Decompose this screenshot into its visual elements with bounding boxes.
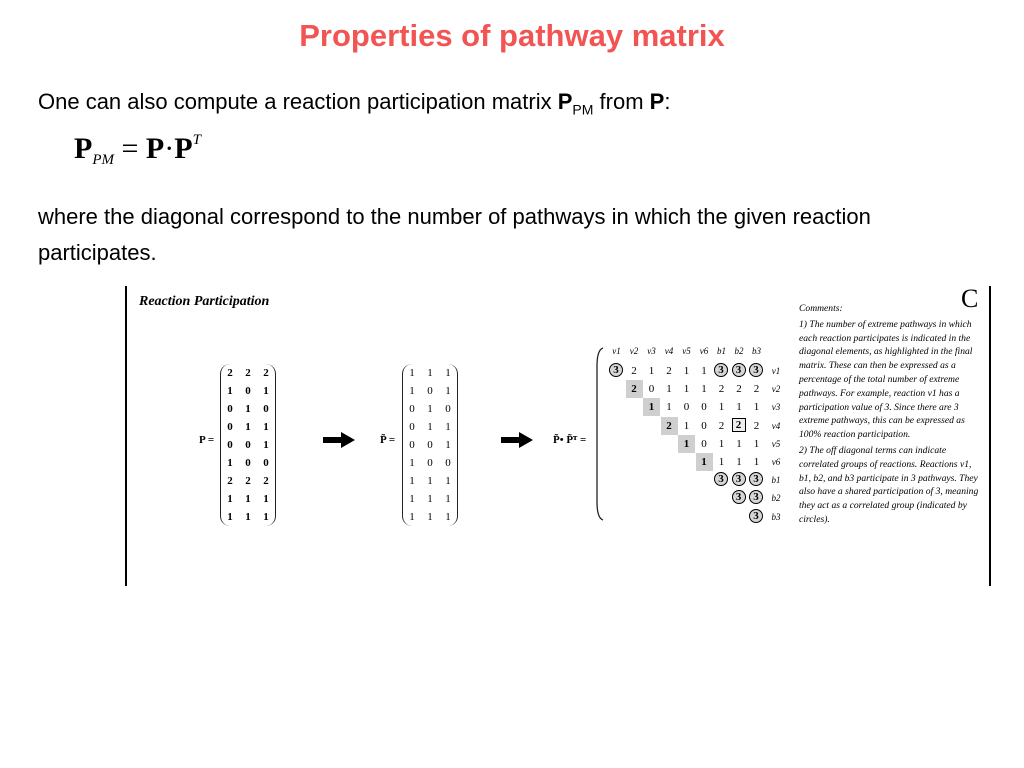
pm-matrix-cell: 3 bbox=[749, 490, 763, 504]
figure-left-rule bbox=[125, 286, 127, 586]
pm-column-header: v6 bbox=[699, 346, 709, 356]
matrix-row bbox=[403, 364, 457, 382]
intro-text-end: : bbox=[664, 89, 671, 114]
formula-rhs1: P bbox=[145, 132, 165, 165]
pm-row-header: b2 bbox=[771, 493, 781, 504]
pm-matrix-cell: 1 bbox=[718, 401, 725, 414]
matrix-cell: 1 bbox=[427, 403, 433, 415]
matrix-cell: 0 bbox=[427, 385, 433, 397]
formula-eq: = bbox=[114, 132, 146, 165]
matrix-cell: 0 bbox=[427, 439, 433, 451]
matrix-row bbox=[403, 382, 457, 400]
matrix-cell: 1 bbox=[263, 421, 269, 433]
matrix-cell: 1 bbox=[227, 493, 233, 505]
matrix-row bbox=[221, 400, 275, 418]
matrix-cell: 0 bbox=[263, 403, 269, 415]
pm-matrix-cell: 1 bbox=[643, 398, 660, 416]
matrix-row bbox=[221, 418, 275, 436]
matrix-cell: 1 bbox=[445, 439, 451, 451]
pm-matrix-cell: 3 bbox=[732, 490, 746, 504]
pm-matrix-cell: 2 bbox=[753, 419, 760, 432]
intro-line bbox=[38, 89, 670, 117]
pm-matrix-cell: 2 bbox=[718, 383, 725, 396]
matrix-cell: 1 bbox=[427, 493, 433, 505]
pm-matrix-cell: 2 bbox=[732, 418, 746, 432]
pm-matrix-cell: 0 bbox=[701, 437, 707, 450]
matrix-cell: 1 bbox=[245, 511, 251, 523]
matrix-cell: 1 bbox=[445, 385, 451, 397]
pm-matrix-cell: 1 bbox=[701, 383, 707, 396]
matrix-cell: 2 bbox=[245, 367, 251, 379]
matrix-cell: 0 bbox=[245, 439, 251, 451]
figure-title: Reaction Participation bbox=[139, 294, 270, 309]
comments-heading: Comments: bbox=[799, 303, 843, 314]
matrix-cell: 1 bbox=[227, 511, 233, 523]
p-matrix-table bbox=[221, 364, 275, 526]
matrix-row bbox=[221, 436, 275, 454]
pm-matrix-cell: 2 bbox=[631, 365, 637, 377]
pm-matrix-cell: 0 bbox=[701, 401, 707, 414]
pm-column-header: v3 bbox=[647, 346, 656, 356]
pm-column-header: b2 bbox=[734, 346, 744, 356]
pm-matrix-cell: 1 bbox=[683, 419, 690, 432]
ptilde-matrix-table bbox=[403, 364, 457, 526]
pm-matrix-cell: 1 bbox=[648, 365, 655, 377]
matrix-cell: 1 bbox=[445, 493, 451, 505]
matrix-cell: 1 bbox=[245, 493, 251, 505]
pm-matrix-cell: 0 bbox=[648, 383, 655, 396]
matrix-cell: 0 bbox=[409, 421, 415, 433]
ptilde-matrix bbox=[402, 364, 458, 526]
pm-row-header: v3 bbox=[771, 402, 781, 413]
comments-block bbox=[799, 302, 985, 529]
pm-matrix-cell: 1 bbox=[683, 383, 690, 396]
matrix-cell: 0 bbox=[409, 403, 415, 415]
pm-matrix-cell: 1 bbox=[736, 437, 742, 450]
intro-p: P bbox=[557, 89, 573, 114]
matrix-row bbox=[403, 418, 457, 436]
matrix-cell: 1 bbox=[263, 493, 269, 505]
matrix-cell: 0 bbox=[427, 457, 433, 469]
p-matrix-label: P = bbox=[199, 434, 215, 446]
matrix-cell: 0 bbox=[227, 421, 233, 433]
pm-matrix-cell: 3 bbox=[609, 363, 623, 377]
pm-matrix-cell: 1 bbox=[753, 401, 760, 414]
matrix-row bbox=[221, 472, 275, 490]
pm-matrix-cell: 3 bbox=[714, 363, 728, 377]
matrix-cell: 0 bbox=[227, 403, 233, 415]
matrix-cell: 1 bbox=[409, 511, 415, 523]
intro-text-mid: from bbox=[593, 89, 650, 114]
slide-title: Properties of pathway matrix bbox=[299, 18, 725, 53]
matrix-row bbox=[403, 454, 457, 472]
pm-row-header: v5 bbox=[771, 438, 781, 449]
pm-matrix-cell: 1 bbox=[736, 401, 742, 414]
pm-matrix-cell: 3 bbox=[714, 472, 728, 486]
description-paragraph: where the diagonal correspond to the number of pathways in which the given reaction participates. bbox=[38, 204, 871, 265]
pm-left-bracket bbox=[596, 346, 604, 522]
matrix-cell: 2 bbox=[245, 475, 251, 487]
pm-matrix-cell: 3 bbox=[732, 472, 746, 486]
matrix-cell: 1 bbox=[427, 475, 433, 487]
pm-column-header: v5 bbox=[682, 346, 691, 356]
pm-matrix-cell: 3 bbox=[749, 363, 763, 377]
arrow-right-icon bbox=[501, 432, 533, 448]
matrix-cell: 0 bbox=[227, 439, 233, 451]
matrix-cell: 1 bbox=[263, 439, 269, 451]
matrix-cell: 1 bbox=[245, 403, 251, 415]
pm-matrix-cell: 1 bbox=[736, 456, 742, 468]
matrix-cell: 1 bbox=[445, 475, 451, 487]
matrix-cell: 1 bbox=[409, 457, 415, 469]
pm-matrix-label: P̃• P̃ᵀ = bbox=[553, 434, 587, 446]
matrix-cell: 1 bbox=[409, 385, 415, 397]
ptilde-matrix-label: P̃ = bbox=[380, 434, 396, 446]
pm-row-header: v1 bbox=[771, 366, 781, 376]
matrix-cell: 1 bbox=[263, 385, 269, 397]
matrix-row bbox=[403, 490, 457, 508]
formula-rhs2: P bbox=[174, 132, 193, 165]
pm-matrix-cell: 1 bbox=[666, 401, 672, 414]
pm-matrix-cell: 1 bbox=[718, 456, 725, 468]
matrix-cell: 2 bbox=[227, 367, 233, 379]
matrix-row bbox=[221, 454, 275, 472]
pm-column-header: v1 bbox=[612, 346, 621, 356]
matrix-cell: 1 bbox=[409, 475, 415, 487]
formula-lhs-sub: PM bbox=[92, 152, 114, 168]
matrix-row bbox=[403, 508, 457, 526]
matrix-cell: 0 bbox=[445, 403, 451, 415]
matrix-cell: 0 bbox=[245, 385, 251, 397]
matrix-cell: 0 bbox=[445, 457, 451, 469]
pm-column-header: v4 bbox=[664, 346, 674, 356]
pm-matrix-cell: 1 bbox=[753, 437, 760, 450]
pm-matrix-cell: 1 bbox=[678, 435, 695, 453]
matrix-cell: 1 bbox=[427, 421, 433, 433]
pm-matrix-cell: 3 bbox=[749, 472, 763, 486]
matrix-row bbox=[221, 508, 275, 526]
pm-row-header: b1 bbox=[771, 475, 781, 486]
matrix-cell: 2 bbox=[263, 475, 269, 487]
pm-column-header: b3 bbox=[752, 346, 761, 356]
matrix-cell: 1 bbox=[245, 421, 251, 433]
matrix-row bbox=[403, 400, 457, 418]
matrix-cell: 0 bbox=[409, 439, 415, 451]
pm-matrix-cell: 2 bbox=[718, 419, 725, 432]
pm-matrix-cell: 1 bbox=[666, 383, 672, 396]
comment-2: 2) The off diagonal terms can indicate correlated groups of reactions. Reactions v1, b1, b2, and b3 participate in 3 pathways. They also have a shared participation of 3, meaning they act as a correlated group (indicated by circles). bbox=[799, 444, 979, 525]
pm-row-header: v2 bbox=[771, 384, 781, 395]
pm-matrix-cell: 2 bbox=[666, 365, 672, 377]
matrix-cell: 0 bbox=[245, 457, 251, 469]
pm-matrix-cell: 2 bbox=[661, 417, 678, 435]
pm-matrix-cell: 3 bbox=[732, 363, 746, 377]
pm-matrix-cell: 1 bbox=[701, 365, 707, 377]
matrix-cell: 0 bbox=[263, 457, 269, 469]
intro-text-before: One can also compute a reaction participation matrix bbox=[38, 89, 558, 114]
arrow-right-icon bbox=[323, 432, 355, 448]
formula-lhs: P bbox=[74, 132, 93, 165]
matrix-cell: 1 bbox=[409, 367, 415, 379]
pm-matrix-cell: 1 bbox=[718, 437, 725, 450]
pm-column-header: b1 bbox=[717, 346, 726, 356]
matrix-cell: 1 bbox=[445, 367, 451, 379]
matrix-row bbox=[403, 472, 457, 490]
matrix-row bbox=[403, 436, 457, 454]
matrix-cell: 2 bbox=[227, 475, 233, 487]
formula bbox=[74, 132, 201, 169]
intro-p2: P bbox=[649, 89, 665, 114]
pm-matrix-cell: 2 bbox=[753, 383, 760, 396]
matrix-cell: 2 bbox=[263, 367, 269, 379]
matrix-cell: 1 bbox=[427, 367, 433, 379]
panel-letter: C bbox=[961, 284, 979, 313]
matrix-cell: 1 bbox=[409, 493, 415, 505]
pm-column-header: v2 bbox=[629, 346, 639, 356]
figure-right-rule bbox=[989, 286, 991, 586]
matrix-row bbox=[221, 382, 275, 400]
pm-row-header: b3 bbox=[771, 511, 781, 522]
matrix-cell: 1 bbox=[263, 511, 269, 523]
pm-matrix-cell: 0 bbox=[683, 401, 690, 414]
matrix-cell: 1 bbox=[227, 457, 233, 469]
matrix-cell: 1 bbox=[227, 385, 233, 397]
matrix-row bbox=[221, 490, 275, 508]
matrix-row bbox=[221, 364, 275, 382]
pm-row-header: v6 bbox=[771, 457, 781, 467]
reaction-participation-figure bbox=[125, 286, 992, 586]
pm-matrix-cell: 1 bbox=[696, 453, 713, 471]
pm-matrix-cell: 2 bbox=[626, 380, 643, 398]
pm-matrix-cell: 2 bbox=[736, 383, 742, 396]
matrix-cell: 1 bbox=[445, 421, 451, 433]
p-matrix bbox=[220, 364, 276, 526]
pm-matrix-cell: 0 bbox=[701, 419, 707, 432]
pm-matrix-cell: 3 bbox=[749, 509, 763, 523]
comment-1: 1) The number of extreme pathways in which each reaction participates is indicated in the diagonal elements, as highlighted in the final matrix. These can then be expressed as a percentage of the total number of extreme pathways. For example, reaction v1 has a participation value of 3. Since there are 3 extreme pathways, this can be expressed as 100% reaction participation. bbox=[799, 318, 973, 441]
pm-matrix-cell: 1 bbox=[683, 365, 690, 377]
intro-pm-sub: PM bbox=[572, 101, 594, 118]
pm-row-header: v4 bbox=[771, 420, 781, 431]
matrix-cell: 1 bbox=[427, 511, 433, 523]
formula-dot: · bbox=[164, 132, 175, 165]
pm-matrix-cell: 1 bbox=[753, 456, 760, 468]
matrix-cell: 1 bbox=[445, 511, 451, 523]
formula-sup: T bbox=[192, 132, 201, 148]
